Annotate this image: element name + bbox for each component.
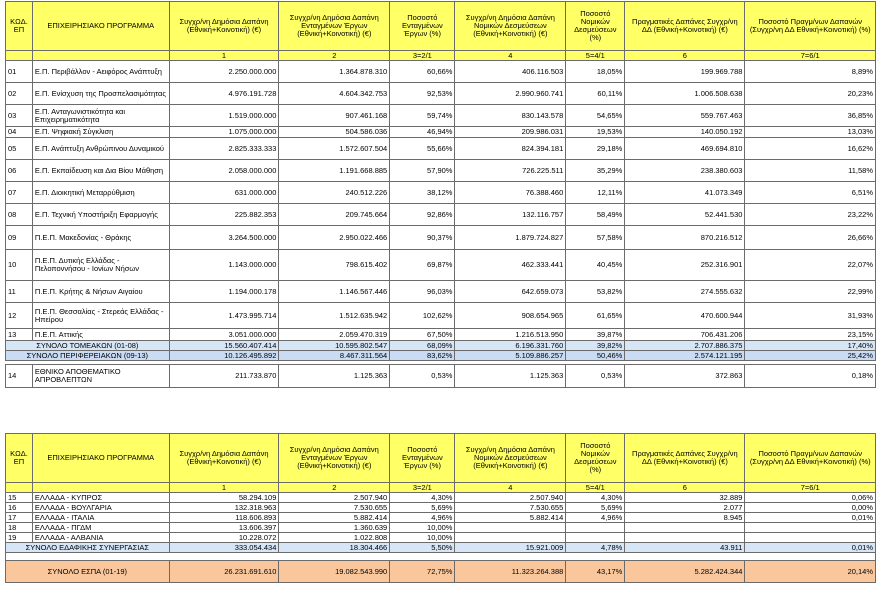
row-code: 07 — [6, 182, 33, 204]
row-cell: 642.659.073 — [455, 281, 566, 303]
row-cell: 1.879.724.827 — [455, 226, 566, 250]
row-cell — [625, 523, 745, 533]
row-cell — [625, 533, 745, 543]
header-num: 3=2/1 — [390, 51, 455, 61]
row-cell: 23,22% — [745, 204, 876, 226]
table-row — [6, 105, 876, 127]
header-integrated: Συγχρ/νη Δημόσια Δαπάνη Ενταγμένων Έργων (Εθνική+Κοινοτική) (€) — [279, 434, 390, 483]
sum-cell: 8.467.311.564 — [279, 351, 390, 361]
row-cell: 36,85% — [745, 105, 876, 127]
row-program: Π.Ε.Π. Αττικής — [32, 329, 169, 341]
table-row — [6, 493, 876, 503]
row-cell — [566, 533, 625, 543]
row-cell: 58,49% — [566, 204, 625, 226]
row-cell: 798.615.402 — [279, 250, 390, 281]
row-program: Ε.Π. Ανταγωνιστικότητα και Επιχειρηματικότητα — [32, 105, 169, 127]
sum-espa-row — [6, 561, 876, 583]
table-row — [6, 83, 876, 105]
sum-cell: 5.109.886.257 — [455, 351, 566, 361]
row-program: Ε.Π. Ενίσχυση της Προσπελασιμότητας — [32, 83, 169, 105]
sum-cell: 10.595.802.547 — [279, 341, 390, 351]
row-cell: 7.530.655 — [279, 503, 390, 513]
header-integrated: Συγχρ/νη Δημόσια Δαπάνη Ενταγμένων Έργων (Εθνική+Κοινοτική) (€) — [279, 2, 390, 51]
lower-table — [5, 433, 876, 583]
header-budget: Συγχρ/νη Δημόσια Δαπάνη (Εθνική+Κοινοτική) (€) — [169, 2, 279, 51]
row-cell: 69,87% — [390, 250, 455, 281]
sum-cell: 43.911 — [625, 543, 745, 553]
header-commitments: Συγχρ/νη Δημόσια Δαπάνη Νομικών Δεσμεύσεων (Εθνική+Κοινοτική) (€) — [455, 2, 566, 51]
row-cell: 60,11% — [566, 83, 625, 105]
header-row — [6, 434, 876, 483]
row-cell: 1.075.000.000 — [169, 127, 279, 138]
table-row — [6, 127, 876, 138]
header-num: 7=6/1 — [745, 483, 876, 493]
row-cell: 1.360.639 — [279, 523, 390, 533]
header-num — [6, 51, 33, 61]
row-cell — [745, 533, 876, 543]
sum-label: ΣΥΝΟΛΟ ΕΣΠΑ (01-19) — [6, 561, 170, 583]
row-cell: 35,29% — [566, 160, 625, 182]
header-num: 2 — [279, 483, 390, 493]
row-cell: 52.441.530 — [625, 204, 745, 226]
row-code: 11 — [6, 281, 33, 303]
row-cell: 0,00% — [745, 503, 876, 513]
row-cell — [455, 533, 566, 543]
header-number-row — [6, 483, 876, 493]
row-cell: 1.006.508.638 — [625, 83, 745, 105]
row-program: ΕΛΛΑΔΑ - ΙΤΑΛΙΑ — [32, 513, 169, 523]
sum-cell: 333.054.434 — [169, 543, 279, 553]
row-cell: 18,05% — [566, 61, 625, 83]
row-program: Ε.Π. Ανάπτυξη Ανθρώπινου Δυναμικού — [32, 138, 169, 160]
row-cell: 824.394.181 — [455, 138, 566, 160]
table-row — [6, 533, 876, 543]
row-cell: 1.364.878.310 — [279, 61, 390, 83]
row-code: 15 — [6, 493, 33, 503]
row-cell: 2.058.000.000 — [169, 160, 279, 182]
row-cell: 55,66% — [390, 138, 455, 160]
header-program: ΕΠΙΧΕΙΡΗΣΙΑΚΟ ΠΡΟΓΡΑΜΜΑ — [32, 2, 169, 51]
header-num — [6, 483, 33, 493]
header-num: 6 — [625, 483, 745, 493]
header-num: 7=6/1 — [745, 51, 876, 61]
row-cell: 57,90% — [390, 160, 455, 182]
row-program: Π.Ε.Π. Θεσσαλίας - Στερεάς Ελλάδας - Ηπείρου — [32, 303, 169, 329]
row-cell: 462.333.441 — [455, 250, 566, 281]
row-cell: 908.654.965 — [455, 303, 566, 329]
header-num: 2 — [279, 51, 390, 61]
row-cell: 504.586.036 — [279, 127, 390, 138]
row-program: Ε.Π. Διοικητική Μεταρρύθμιση — [32, 182, 169, 204]
row-cell: 1.125.363 — [455, 365, 566, 388]
row-code: 18 — [6, 523, 33, 533]
table-row — [6, 503, 876, 513]
header-row — [6, 2, 876, 51]
sum-regional-row — [6, 351, 876, 361]
table-row — [6, 523, 876, 533]
row-cell: 2.059.470.319 — [279, 329, 390, 341]
row-code: 17 — [6, 513, 33, 523]
sum-cell: 5,50% — [390, 543, 455, 553]
row-code: 19 — [6, 533, 33, 543]
table-row — [6, 250, 876, 281]
row-cell: 907.461.168 — [279, 105, 390, 127]
row-cell: 0,18% — [745, 365, 876, 388]
row-cell: 2.507.940 — [455, 493, 566, 503]
sum-cell: 10.126.495.892 — [169, 351, 279, 361]
header-payments-pct: Ποσοστό Πραγμ/νων Δαπανών (Συγχρ/νη ΔΔ Εθνική+Κοινοτική) (%) — [745, 434, 876, 483]
program-rows — [6, 61, 876, 341]
sum-cell: 15.560.407.414 — [169, 341, 279, 351]
row-program: Ε.Π. Εκπαίδευση και Δια Βίου Μάθηση — [32, 160, 169, 182]
row-program: ΕΛΛΑΔΑ - ΒΟΥΛΓΑΡΙΑ — [32, 503, 169, 513]
spacer-row — [6, 553, 876, 561]
row-cell: 140.050.192 — [625, 127, 745, 138]
row-cell: 13,03% — [745, 127, 876, 138]
row-cell: 209.986.031 — [455, 127, 566, 138]
row-cell: 6,51% — [745, 182, 876, 204]
header-num: 3=2/1 — [390, 483, 455, 493]
row-program: Ε.Π. Τεχνική Υποστήριξη Εφαρμογής — [32, 204, 169, 226]
row-cell: 4,96% — [390, 513, 455, 523]
header-num — [32, 483, 169, 493]
sum-cell: 2.707.886.375 — [625, 341, 745, 351]
sum-cell: 15.921.009 — [455, 543, 566, 553]
row-cell: 7.530.655 — [455, 503, 566, 513]
row-cell: 16,62% — [745, 138, 876, 160]
row-code: 13 — [6, 329, 33, 341]
table-row — [6, 303, 876, 329]
row-code: 05 — [6, 138, 33, 160]
header-commitments-pct: Ποσοστό Νομικών Δεσμεύσεων (%) — [566, 434, 625, 483]
row-cell: 10.228.072 — [169, 533, 279, 543]
row-cell: 1.473.995.714 — [169, 303, 279, 329]
header-num: 1 — [169, 51, 279, 61]
row-cell: 4.604.342.753 — [279, 83, 390, 105]
row-cell: 92,53% — [390, 83, 455, 105]
row-cell — [455, 523, 566, 533]
row-cell: 2.950.022.466 — [279, 226, 390, 250]
row-program: Ε.Π. Ψηφιακή Σύγκλιση — [32, 127, 169, 138]
row-cell: 4.976.191.728 — [169, 83, 279, 105]
row-cell: 96,03% — [390, 281, 455, 303]
row-cell: 1.191.668.885 — [279, 160, 390, 182]
row-cell: 46,94% — [390, 127, 455, 138]
sum-cell: 4,78% — [566, 543, 625, 553]
row-cell: 57,58% — [566, 226, 625, 250]
row-cell: 1.022.808 — [279, 533, 390, 543]
row-cell: 1.572.607.504 — [279, 138, 390, 160]
row-cell: 23,15% — [745, 329, 876, 341]
row-cell: 2.077 — [625, 503, 745, 513]
header-num: 5=4/1 — [566, 51, 625, 61]
row-code: 01 — [6, 61, 33, 83]
header-num: 4 — [455, 483, 566, 493]
row-cell: 26,66% — [745, 226, 876, 250]
row-cell: 90,37% — [390, 226, 455, 250]
row-cell — [745, 523, 876, 533]
row-cell: 5.882.414 — [279, 513, 390, 523]
header-num — [32, 51, 169, 61]
sum-cell: 20,14% — [745, 561, 876, 583]
row-program: ΕΛΛΑΔΑ - ΑΛΒΑΝΙΑ — [32, 533, 169, 543]
row-cell: 0,06% — [745, 493, 876, 503]
sum-cell: 18.304.466 — [279, 543, 390, 553]
row-cell: 2.250.000.000 — [169, 61, 279, 83]
row-cell: 67,50% — [390, 329, 455, 341]
header-payments-pct: Ποσοστό Πραγμ/νων Δαπανών (Συγχρ/νη ΔΔ Εθνική+Κοινοτική) (%) — [745, 2, 876, 51]
sum-cell: 2.574.121.195 — [625, 351, 745, 361]
header-num: 6 — [625, 51, 745, 61]
row-cell: 1.146.567.446 — [279, 281, 390, 303]
sum-label: ΣΥΝΟΛΟ ΠΕΡΙΦΕΡΕΙΑΚΩΝ (09-13) — [6, 351, 170, 361]
sum-cell: 5.282.424.344 — [625, 561, 745, 583]
table-row — [6, 138, 876, 160]
row-cell: 2.825.333.333 — [169, 138, 279, 160]
sum-sectoral-row — [6, 341, 876, 351]
header-budget: Συγχρ/νη Δημόσια Δαπάνη (Εθνική+Κοινοτική) (€) — [169, 434, 279, 483]
row-cell: 29,18% — [566, 138, 625, 160]
row-cell: 4,30% — [390, 493, 455, 503]
sum-cell: 25,42% — [745, 351, 876, 361]
row-cell: 118.606.893 — [169, 513, 279, 523]
row-program: ΕΛΛΑΔΑ - ΚΥΠΡΟΣ — [32, 493, 169, 503]
sum-cell: 0,01% — [745, 543, 876, 553]
row-cell: 5.882.414 — [455, 513, 566, 523]
header-commitments-pct: Ποσοστό Νομικών Δεσμεύσεων (%) — [566, 2, 625, 51]
header-payments: Πραγματικές Δαπάνες Συγχρ/νη ΔΔ (Εθνική+Κοινοτική) (€) — [625, 434, 745, 483]
row-code: 14 — [6, 365, 33, 388]
row-code: 06 — [6, 160, 33, 182]
table-row — [6, 160, 876, 182]
table-row — [6, 329, 876, 341]
sum-cooperation-row — [6, 543, 876, 553]
row-cell: 19,53% — [566, 127, 625, 138]
row-code: 03 — [6, 105, 33, 127]
sum-cell: 43,17% — [566, 561, 625, 583]
row-cell: 406.116.503 — [455, 61, 566, 83]
row-cell: 4,30% — [566, 493, 625, 503]
row-cell: 2.990.960.741 — [455, 83, 566, 105]
header-code: ΚΩΔ. ΕΠ — [6, 2, 33, 51]
row-cell: 31,93% — [745, 303, 876, 329]
sum-cell: 83,62% — [390, 351, 455, 361]
row-cell: 830.143.578 — [455, 105, 566, 127]
row-cell: 53,82% — [566, 281, 625, 303]
reserve-row — [6, 365, 876, 388]
row-cell: 631.000.000 — [169, 182, 279, 204]
header-code: ΚΩΔ. ΕΠ — [6, 434, 33, 483]
row-cell: 41.073.349 — [625, 182, 745, 204]
row-cell: 1.125.363 — [279, 365, 390, 388]
sum-cell: 6.196.331.760 — [455, 341, 566, 351]
header-commitments: Συγχρ/νη Δημόσια Δαπάνη Νομικών Δεσμεύσεων (Εθνική+Κοινοτική) (€) — [455, 434, 566, 483]
row-cell: 211.733.870 — [169, 365, 279, 388]
sum-cell: 50,46% — [566, 351, 625, 361]
row-cell: 92,86% — [390, 204, 455, 226]
row-cell: 1.512.635.942 — [279, 303, 390, 329]
cooperation-rows — [6, 493, 876, 543]
header-number-row — [6, 51, 876, 61]
row-cell: 5,69% — [390, 503, 455, 513]
spacer-cell — [6, 553, 876, 561]
sum-cell: 39,82% — [566, 341, 625, 351]
sum-cell: 17,40% — [745, 341, 876, 351]
row-program: Π.Ε.Π. Κρήτης & Νήσων Αιγαίου — [32, 281, 169, 303]
row-cell: 870.216.512 — [625, 226, 745, 250]
row-cell: 470.600.944 — [625, 303, 745, 329]
row-cell: 11,58% — [745, 160, 876, 182]
row-cell: 39,87% — [566, 329, 625, 341]
row-cell — [566, 523, 625, 533]
row-cell: 469.694.810 — [625, 138, 745, 160]
sum-cell: 72,75% — [390, 561, 455, 583]
row-cell: 12,11% — [566, 182, 625, 204]
row-cell: 22,07% — [745, 250, 876, 281]
row-cell: 8,89% — [745, 61, 876, 83]
row-code: 04 — [6, 127, 33, 138]
row-cell: 4,96% — [566, 513, 625, 523]
sum-cell: 68,09% — [390, 341, 455, 351]
sum-cell: 19.082.543.990 — [279, 561, 390, 583]
row-cell: 102,62% — [390, 303, 455, 329]
row-cell: 559.767.463 — [625, 105, 745, 127]
row-cell: 54,65% — [566, 105, 625, 127]
row-cell: 209.745.664 — [279, 204, 390, 226]
row-cell: 10,00% — [390, 523, 455, 533]
row-cell: 60,66% — [390, 61, 455, 83]
row-cell: 199.969.788 — [625, 61, 745, 83]
table-row — [6, 281, 876, 303]
row-cell: 2.507.940 — [279, 493, 390, 503]
row-cell: 252.316.901 — [625, 250, 745, 281]
row-cell: 1.194.000.178 — [169, 281, 279, 303]
row-cell: 1.216.513.950 — [455, 329, 566, 341]
table-row — [6, 226, 876, 250]
row-cell: 59,74% — [390, 105, 455, 127]
header-program: ΕΠΙΧΕΙΡΗΣΙΑΚΟ ΠΡΟΓΡΑΜΜΑ — [32, 434, 169, 483]
sum-cell: 11.323.264.388 — [455, 561, 566, 583]
row-cell: 225.882.353 — [169, 204, 279, 226]
table-row — [6, 513, 876, 523]
row-cell: 13.606.397 — [169, 523, 279, 533]
table-row — [6, 204, 876, 226]
row-cell: 5,69% — [566, 503, 625, 513]
row-program: Π.Ε.Π. Μακεδονίας - Θράκης — [32, 226, 169, 250]
row-cell: 61,65% — [566, 303, 625, 329]
sum-label: ΣΥΝΟΛΟ ΕΔΑΦΙΚΗΣ ΣΥΝΕΡΓΑΣΙΑΣ — [6, 543, 170, 553]
sum-label: ΣΥΝΟΛΟ ΤΟΜΕΑΚΩΝ (01-08) — [6, 341, 170, 351]
row-cell: 3.051.000.000 — [169, 329, 279, 341]
row-program: Π.Ε.Π. Δυτικής Ελλάδας - Πελοποννήσου - Ιονίων Νήσων — [32, 250, 169, 281]
row-code: 16 — [6, 503, 33, 513]
row-cell: 58.294.109 — [169, 493, 279, 503]
row-cell: 10,00% — [390, 533, 455, 543]
row-cell: 8.945 — [625, 513, 745, 523]
row-code: 08 — [6, 204, 33, 226]
row-cell: 274.555.632 — [625, 281, 745, 303]
header-integrated-pct: Ποσοστό Ενταγμένων Έργων (%) — [390, 2, 455, 51]
row-cell: 0,01% — [745, 513, 876, 523]
header-num: 1 — [169, 483, 279, 493]
row-cell: 76.388.460 — [455, 182, 566, 204]
row-cell: 706.431.206 — [625, 329, 745, 341]
row-cell: 1.143.000.000 — [169, 250, 279, 281]
row-cell: 3.264.500.000 — [169, 226, 279, 250]
row-program: ΕΘΝΙΚΟ ΑΠΟΘΕΜΑΤΙΚΟ ΑΠΡΟΒΛΕΠΤΩΝ — [32, 365, 169, 388]
row-cell: 20,23% — [745, 83, 876, 105]
sum-cell: 26.231.691.610 — [169, 561, 279, 583]
row-cell: 32.889 — [625, 493, 745, 503]
row-cell: 132.116.757 — [455, 204, 566, 226]
row-code: 02 — [6, 83, 33, 105]
row-code: 12 — [6, 303, 33, 329]
row-cell: 0,53% — [566, 365, 625, 388]
table-row — [6, 182, 876, 204]
header-num: 5=4/1 — [566, 483, 625, 493]
row-program: Ε.Π. Περιβάλλον - Αειφόρος Ανάπτυξη — [32, 61, 169, 83]
row-cell: 40,45% — [566, 250, 625, 281]
header-integrated-pct: Ποσοστό Ενταγμένων Έργων (%) — [390, 434, 455, 483]
row-cell: 726.225.511 — [455, 160, 566, 182]
row-program: ΕΛΛΑΔΑ - ΠΓΔΜ — [32, 523, 169, 533]
row-code: 10 — [6, 250, 33, 281]
row-cell: 240.512.226 — [279, 182, 390, 204]
row-cell: 22,99% — [745, 281, 876, 303]
upper-table — [5, 1, 876, 388]
row-cell: 372.863 — [625, 365, 745, 388]
header-payments: Πραγματικές Δαπάνες Συγχρ/νη ΔΔ (Εθνική+Κοινοτική) (€) — [625, 2, 745, 51]
row-cell: 0,53% — [390, 365, 455, 388]
header-num: 4 — [455, 51, 566, 61]
table-row — [6, 61, 876, 83]
row-cell: 238.380.603 — [625, 160, 745, 182]
row-cell: 132.318.963 — [169, 503, 279, 513]
row-code: 09 — [6, 226, 33, 250]
row-cell: 1.519.000.000 — [169, 105, 279, 127]
row-cell: 38,12% — [390, 182, 455, 204]
